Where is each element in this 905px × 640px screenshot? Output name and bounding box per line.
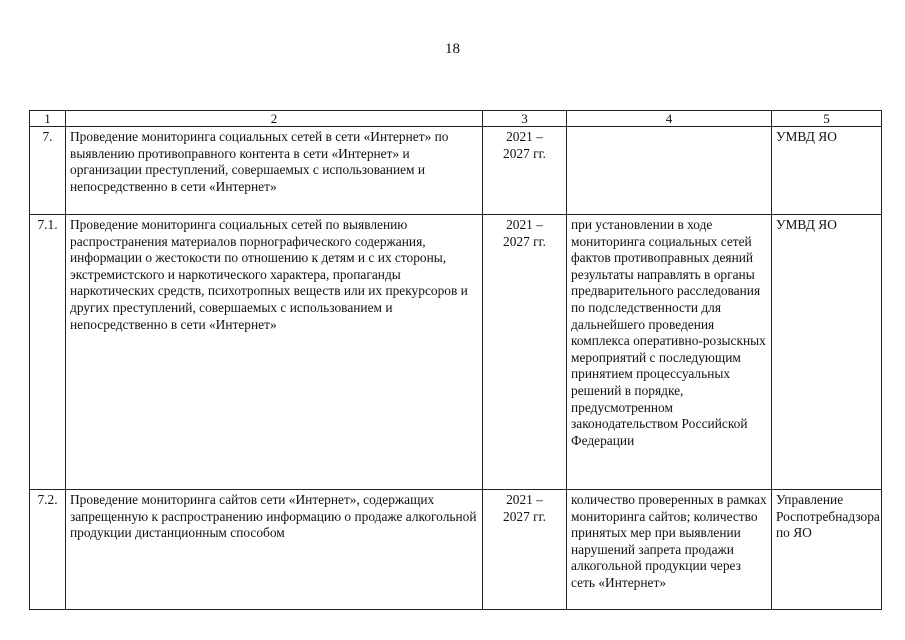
term-cell (483, 127, 567, 215)
result-cell (567, 127, 772, 215)
column-header-3: 3 (483, 111, 567, 127)
result-cell: при установлении в ходе мониторинга социальных сетей фактов противоправных деяний результаты направлять в органы предварительного расследования по подследственности для дальнейшего проведения комплекса оперативно-розыскных мероприятий с последующим принятием процессуальных решений в порядке, предусмотренном законодательством Российской Федерации (567, 215, 772, 490)
row-number: 7.1. (30, 215, 66, 490)
row-number: 7. (30, 127, 66, 215)
term-start: 2021 – (506, 129, 543, 144)
term-end: 2027 гг. (503, 233, 546, 249)
column-header-4: 4 (567, 111, 772, 127)
executor-cell: Управление Роспотребнадзора по ЯО (772, 490, 882, 610)
term-cell (483, 215, 567, 490)
row-number: 7.2. (30, 490, 66, 610)
table-row (30, 490, 882, 610)
executor-cell: УМВД ЯО (772, 127, 882, 215)
term-cell (483, 490, 567, 610)
measures-table (29, 110, 882, 610)
table-row (30, 127, 882, 215)
action-cell: Проведение мониторинга сайтов сети «Интернет», содержащих запрещенную к распространению информацию о продаже алкогольной продукции дистанционным способом (66, 490, 483, 610)
term-end: 2027 гг. (503, 145, 546, 161)
page-number: 18 (445, 41, 460, 57)
table-header-row (30, 111, 882, 127)
term-start: 2021 – (506, 217, 543, 232)
term-end: 2027 гг. (503, 508, 546, 524)
executor-cell: УМВД ЯО (772, 215, 882, 490)
column-header-5: 5 (772, 111, 882, 127)
column-header-1: 1 (30, 111, 66, 127)
column-header-2: 2 (66, 111, 483, 127)
action-cell: Проведение мониторинга социальных сетей по выявлению распространения материалов порнографического содержания, информации о жестокости по отношению к детям и с их стороны, экстремистского и наркотического характера, пропаганды наркотических средств, психотропных веществ или их прекурсоров и других преступлений, совершаемых с использованием и непосредственно в сети «Интернет» (66, 215, 483, 490)
result-cell: количество проверенных в рамках мониторинга сайтов; количество принятых мер при выявлении нарушений запрета продажи алкогольной продукции через сеть «Интернет» (567, 490, 772, 610)
table-row (30, 215, 882, 490)
action-cell: Проведение мониторинга социальных сетей в сети «Интернет» по выявлению противоправного контента в сети «Интернет» и организации преступлений, совершаемых с использованием и непосредственно в сети «Интернет» (66, 127, 483, 215)
term-start: 2021 – (506, 492, 543, 507)
